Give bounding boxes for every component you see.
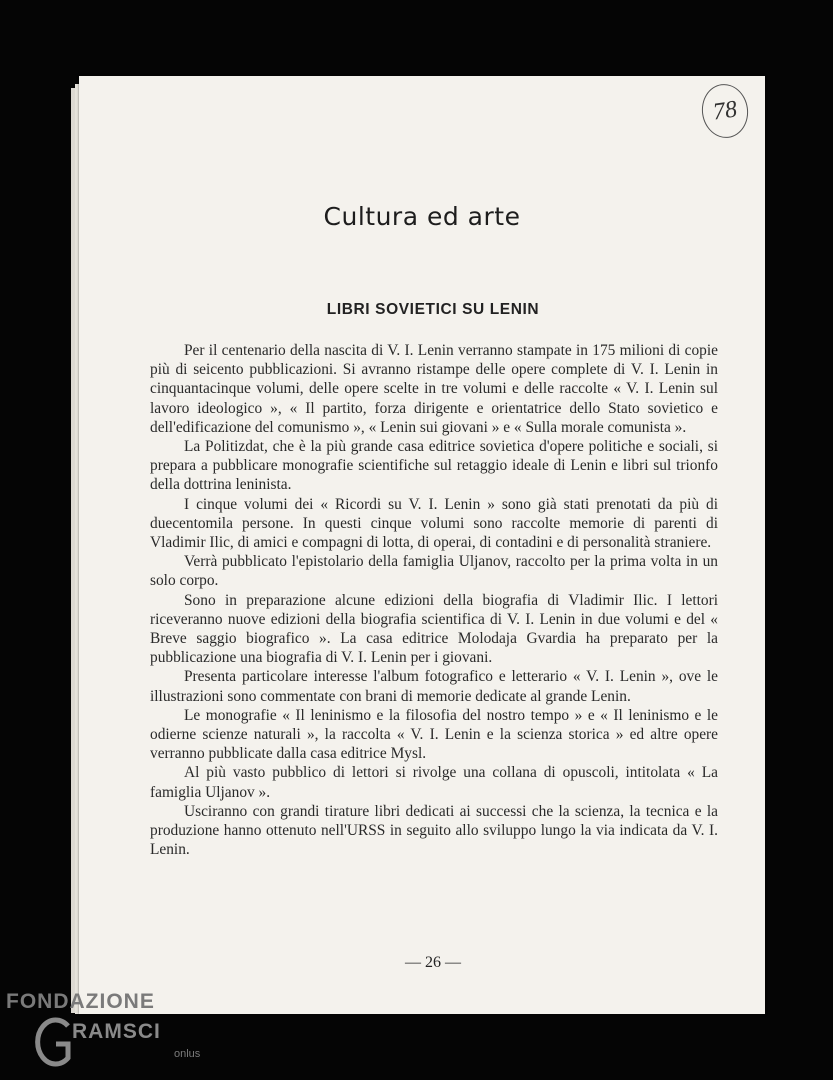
paragraph: Le monografie « Il leninismo e la filosofia del nostro tempo » e « Il leninismo e le odierne scienze naturali », la raccolta « V. I. Lenin e la scienza storica » ed altre opere verranno pubblicate dalla casa editrice Mysl.	[150, 706, 718, 763]
archive-number-stamp: 78	[698, 81, 751, 141]
paragraph: Per il centenario della nascita di V. I. Lenin verranno stampate in 175 milioni di copie più di seicento pubblicazioni. Si avranno ristampe delle opere complete di V. I. Lenin in cinquantacinque volumi, delle opere scelte in tre volumi e delle raccolte « V. I. Lenin sul lavoro ideologico », « Il partito, forza dirigente e orientatrice dello Stato sovietico e dell'edificazione del comunismo », « Lenin sui giovani » e « Sulla morale comunista ».	[150, 342, 718, 436]
paragraph: Al più vasto pubblico di lettori si rivolge una collana di opuscoli, intitolata « La famiglia Uljanov ».	[150, 764, 718, 801]
watermark-line-1: FONDAZIONE	[6, 990, 155, 1013]
foundation-watermark	[6, 990, 216, 1075]
article-body	[150, 341, 718, 859]
paragraph: Verrà pubblicato l'epistolario della famiglia Uljanov, raccolto per la prima volta in un solo corpo.	[150, 553, 718, 590]
paragraph: Sono in preparazione alcune edizioni della biografia di Vladimir Ilic. I lettori riceveranno nuove edizioni della biografia scientifica di V. I. Lenin in due volumi e del « Breve saggio biografico ». La casa editrice Molodaja Gvardia ha preparato per la pubblicazione una biografia di V. I. Lenin per i giovani.	[150, 591, 718, 667]
paragraph: La Politizdat, che è la più grande casa editrice sovietica d'opere politiche e sociali, si prepara a pubblicare monografie scientifiche sul retaggio ideale di Lenin e libri sul trionfo della dottrina leninista.	[150, 438, 718, 494]
paragraph: Usciranno con grandi tirature libri dedicati ai successi che la scienza, la tecnica e la produzione hanno ottenuto nell'URSS in seguito allo sviluppo lungo la via indicata da V. I. Lenin.	[150, 802, 718, 859]
document-page	[79, 76, 765, 1014]
paragraph: Presenta particolare interesse l'album fotografico e letterario « V. I. Lenin », ove le illustrazioni sono commentate con brani di memorie dedicate al grande Lenin.	[150, 668, 718, 705]
watermark-suffix: onlus	[174, 1048, 201, 1060]
page-title: Cultura ed arte	[323, 202, 521, 231]
page-number: — 26 —	[405, 954, 461, 971]
paragraph: I cinque volumi dei « Ricordi su V. I. Lenin » sono già stati prenotati da più di duecentomila persone. In questi cinque volumi sono raccolte memorie di parenti di Vladimir Ilic, di amici e compagni di lotta, di operai, di contadini e di personalità straniere.	[150, 495, 718, 552]
article-heading: LIBRI SOVIETICI SU LENIN	[326, 301, 540, 318]
watermark-line-2: RAMSCI	[72, 1020, 161, 1043]
gramsci-g-logo-icon	[34, 1014, 74, 1070]
